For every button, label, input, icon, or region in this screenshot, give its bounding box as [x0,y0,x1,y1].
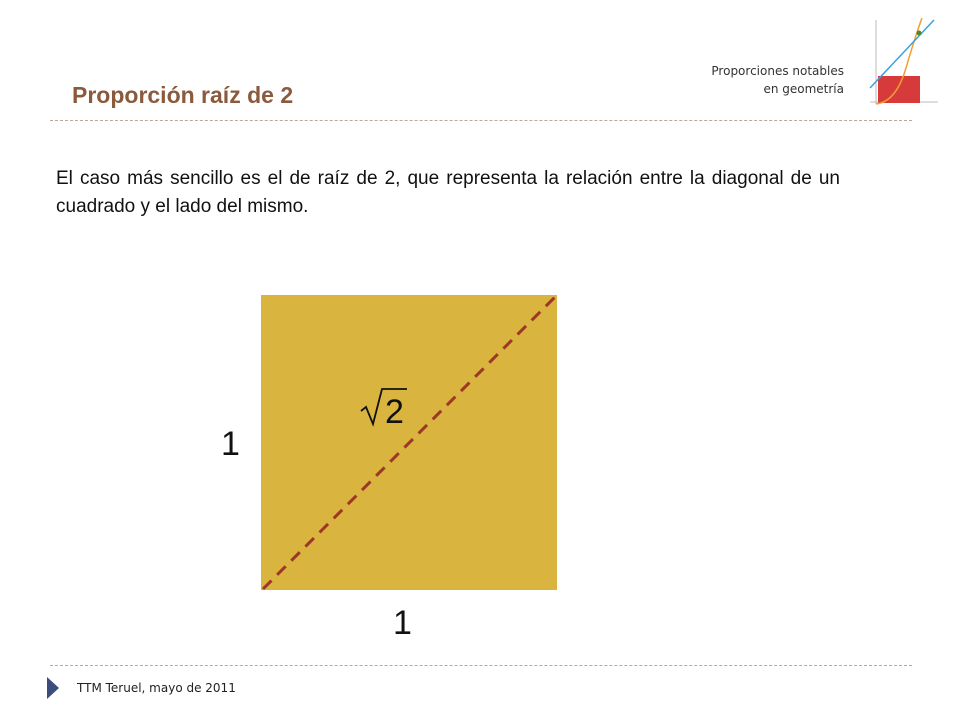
footer-text: TTM Teruel, mayo de 2011 [77,681,236,695]
footer-arrow-icon [47,677,61,699]
body-text: El caso más sencillo es el de raíz de 2, que representa la relación entre la diagonal de un cuadrado y el lado del mismo. [56,168,840,217]
divider-bottom [50,665,912,666]
header-subtitle-line1: Proporciones notables [711,64,844,78]
side-label-left: 1 [221,425,240,463]
header-subtitle-line2: en geometría [763,82,844,96]
side-label-bottom: 1 [393,604,412,642]
slide-title: Proporción raíz de 2 [72,82,294,108]
sqrt-radicand: 2 [385,393,404,431]
